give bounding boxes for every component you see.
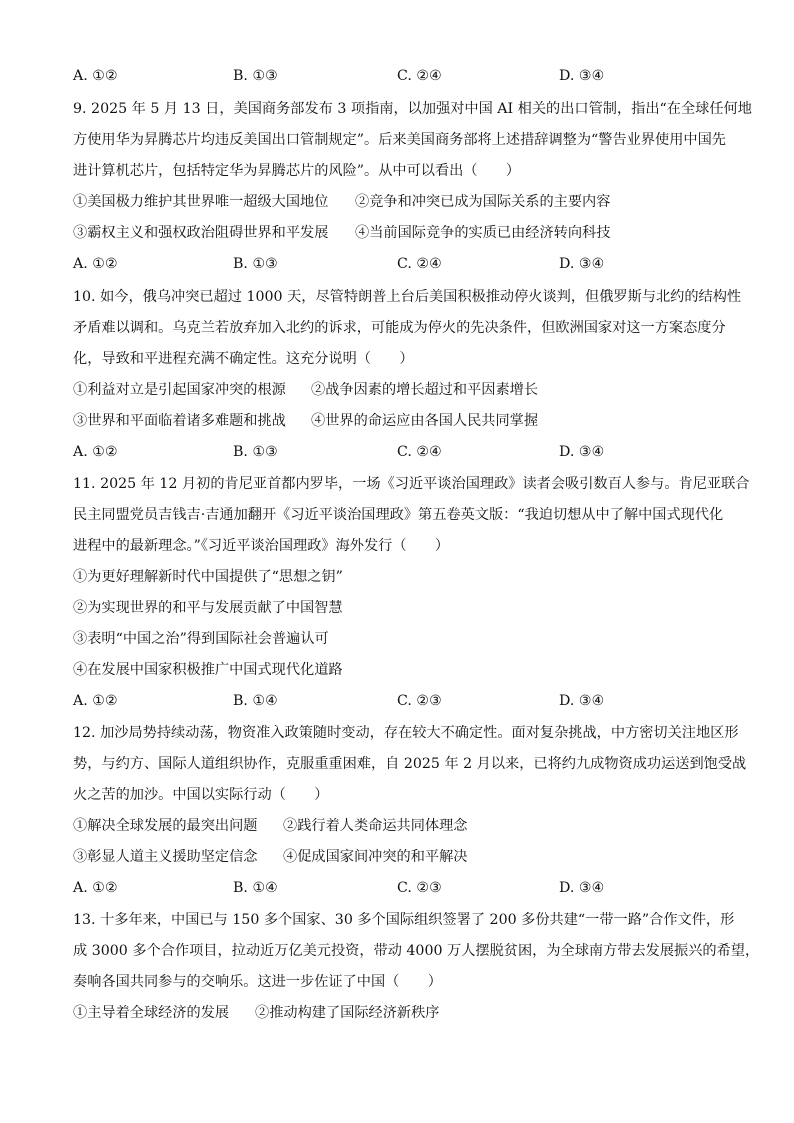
q9-option-a[interactable]: A. ①② xyxy=(73,256,118,272)
q12-statement-2: ②践行着人类命运共同体理念 xyxy=(283,818,468,834)
q12-statement-4: ④促成国家间冲突的和平解决 xyxy=(283,849,468,865)
q11-options xyxy=(73,691,733,711)
q9-stem-line-2: 方使用华为昇腾芯片均违反美国出口管制规定”。后来美国商务部将上述措辞调整为“警告业界使用中国先 xyxy=(73,132,726,148)
q10-statements-row-1 xyxy=(73,380,733,400)
q8-options xyxy=(73,66,733,86)
q12-option-a[interactable]: A. ①② xyxy=(73,880,118,896)
q13-stem-line-2: 成 3000 多个合作项目，拉动近万亿美元投资，带动 4000 万人摆脱贫困，为全球南方带去发展振兴的希望， xyxy=(73,943,760,959)
q13-stem-line-3: 奏响各国共同参与的交响乐。这进一步佐证了中国（ ） xyxy=(73,974,442,990)
q11-option-a[interactable]: A. ①② xyxy=(73,693,118,709)
q9-options xyxy=(73,254,733,274)
q11-option-c[interactable]: C. ②③ xyxy=(397,693,442,709)
q10-option-b[interactable]: B. ①③ xyxy=(233,444,278,460)
q11-stem-line-1: 11. 2025 年 12 月初的肯尼亚首都内罗毕，一场《习近平谈治国理政》读者会吸引数百人参与。肯尼亚联合 xyxy=(73,476,750,492)
q9-statement-3: ③霸权主义和强权政治阻碍世界和平发展 xyxy=(73,225,329,241)
q9-statement-4: ④当前国际竞争的实质已由经济转向科技 xyxy=(355,225,611,241)
q12-statements-row-1 xyxy=(73,816,733,836)
q12-stem-line-1: 12. 加沙局势持续动荡，物资准入政策随时变动，存在较大不确定性。面对复杂挑战，中方密切关注地区形 xyxy=(73,725,739,741)
q8-option-c[interactable]: C. ②④ xyxy=(397,68,442,84)
q8-option-b[interactable]: B. ①③ xyxy=(233,68,278,84)
q11-option-d[interactable]: D. ③④ xyxy=(559,693,605,709)
q12-stem-line-3: 火之苦的加沙。中国以实际行动（ ） xyxy=(73,787,329,803)
q10-stem-line-1: 10. 如今，俄乌冲突已超过 1000 天，尽管特朗普上台后美国积极推动停火谈判，但俄罗斯与北约的结构性 xyxy=(73,289,742,305)
q12-option-c[interactable]: C. ②③ xyxy=(397,880,442,896)
q10-option-d[interactable]: D. ③④ xyxy=(559,444,605,460)
q10-stem-line-3: 化，导致和平进程充满不确定性。这充分说明（ ） xyxy=(73,351,414,367)
q9-statements-row-1 xyxy=(73,192,733,212)
q9-option-d[interactable]: D. ③④ xyxy=(559,256,605,272)
q11-option-b[interactable]: B. ①④ xyxy=(233,693,278,709)
q12-option-d[interactable]: D. ③④ xyxy=(559,880,605,896)
q11-statement-4: ④在发展中国家积极推广中国式现代化道路 xyxy=(73,662,343,678)
q11-statement-2: ②为实现世界的和平与发展贡献了中国智慧 xyxy=(73,600,343,616)
q9-stem-line-1: 9. 2025 年 5 月 13 日，美国商务部发布 3 项指南，以加强对中国 AI 相关的出口管制，指出“在全球任何地 xyxy=(73,101,752,117)
q11-statement-1: ①为更好理解新时代中国提供了“思想之钥” xyxy=(73,569,343,585)
q9-statements-row-2 xyxy=(73,223,733,243)
q10-stem-line-2: 矛盾难以调和。乌克兰若放弃加入北约的诉求，可能成为停火的先决条件，但欧洲国家对这一方案态度分 xyxy=(73,320,726,336)
q9-option-b[interactable]: B. ①③ xyxy=(233,256,278,272)
q10-option-a[interactable]: A. ①② xyxy=(73,444,118,460)
q10-option-c[interactable]: C. ②④ xyxy=(397,444,442,460)
q11-statement-3: ③表明“中国之治”得到国际社会普遍认可 xyxy=(73,631,329,647)
q13-stem-line-1: 13. 十多年来，中国已与 150 多个国家、30 多个国际组织签署了 200 多份共建“一带一路”合作文件，形 xyxy=(73,912,735,928)
q10-statements-row-2 xyxy=(73,411,733,431)
q13-statement-1: ①主导着全球经济的发展 xyxy=(73,1005,230,1021)
q11-stem-line-2: 民主同盟党员吉钱吉·吉通加翻开《习近平谈治国理政》第五卷英文版：“我迫切想从中了解中国式现代化 xyxy=(73,507,724,523)
q10-statement-1: ①利益对立是引起国家冲突的根源 xyxy=(73,382,286,398)
q9-option-c[interactable]: C. ②④ xyxy=(397,256,442,272)
q12-option-b[interactable]: B. ①④ xyxy=(233,880,278,896)
q10-options xyxy=(73,442,733,462)
q9-statement-2: ②竞争和冲突已成为国际关系的主要内容 xyxy=(355,194,611,210)
q12-stem-line-2: 势，与约方、国际人道组织协作，克服重重困难，自 2025 年 2 月以来，已将约九成物资成功运送到饱受战 xyxy=(73,756,747,772)
q12-statements-row-2 xyxy=(73,847,733,867)
q10-statement-4: ④世界的命运应由各国人民共同掌握 xyxy=(311,413,539,429)
q13-statement-2: ②推动构建了国际经济新秩序 xyxy=(255,1005,440,1021)
q9-statement-1: ①美国极力维护其世界唯一超级大国地位 xyxy=(73,194,329,210)
q12-statement-3: ③彰显人道主义援助坚定信念 xyxy=(73,849,258,865)
q10-statement-2: ②战争因素的增长超过和平因素增长 xyxy=(311,382,539,398)
q12-options xyxy=(73,878,733,898)
q8-option-d[interactable]: D. ③④ xyxy=(559,68,605,84)
q9-stem-line-3: 进计算机芯片，包括特定华为昇腾芯片的风险”。从中可以看出（ ） xyxy=(73,163,521,179)
q10-statement-3: ③世界和平面临着诸多难题和挑战 xyxy=(73,413,286,429)
q8-option-a[interactable]: A. ①② xyxy=(73,68,118,84)
q12-statement-1: ①解决全球发展的最突出问题 xyxy=(73,818,258,834)
q13-statements-row-1 xyxy=(73,1003,733,1023)
q11-stem-line-3: 进程中的最新理念。”《习近平谈治国理政》海外发行（ ） xyxy=(73,538,450,554)
